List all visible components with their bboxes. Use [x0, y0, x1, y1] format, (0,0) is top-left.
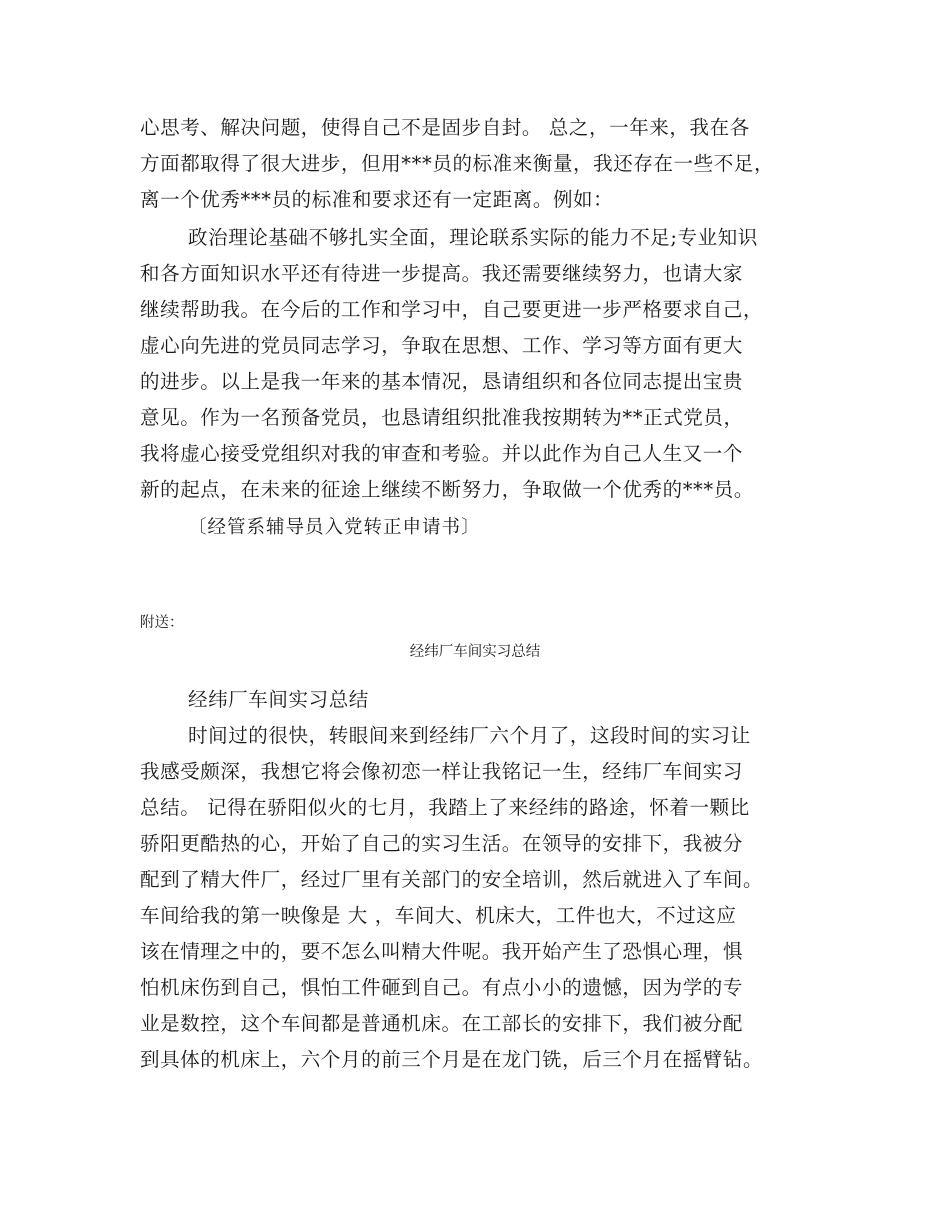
paragraph-line: 的进步。以上是我一年来的基本情况，恳请组织和各位同志提出宝贵 [140, 370, 744, 393]
article-heading: 经纬厂车间实习总结 [188, 688, 369, 711]
attachment-label: 附送： [140, 615, 184, 631]
paragraph-line: 怕机床伤到自己，惧怕工件砸到自己。有点小小的遗憾，因为学的专 [140, 976, 744, 999]
paragraph-line: 到具体的机床上，六个月的前三个月是在龙门铣，后三个月在摇臂钻。 [140, 1048, 764, 1071]
paragraph-line: 意见。作为一名预备党员，也恳请组织批准我按期转为**正式党员， [140, 406, 744, 429]
paragraph-line: 我将虚心接受党组织对我的审查和考验。并以此作为自己人生又一个 [140, 442, 744, 465]
source-note: 〔经管系辅导员入党转正申请书〕 [188, 517, 481, 538]
section-title: 经纬厂车间实习总结 [409, 644, 541, 660]
paragraph-line: 车间给我的第一映像是 大 ，车间大、机床大，工件也大，不过这应 [140, 904, 737, 927]
paragraph-line: 继续帮助我。在今后的工作和学习中，自己要更进一步严格要求自己， [140, 298, 764, 321]
paragraph-line: 配到了精大件厂，经过厂里有关部门的安全培训，然后就进入了车间。 [140, 868, 764, 891]
paragraph-line: 虚心向先进的党员同志学习，争取在思想、工作、学习等方面有更大 [140, 334, 744, 357]
paragraph-line: 心思考、解决问题，使得自己不是固步自封。 总之，一年来，我在各 [140, 116, 750, 139]
paragraph-line: 业是数控，这个车间都是普通机床。在工部长的安排下，我们被分配 [140, 1012, 744, 1035]
paragraph-line: 方面都取得了很大进步，但用***员的标准来衡量，我还存在一些不足， [140, 152, 775, 175]
paragraph-line: 我感受颇深，我想它将会像初恋一样让我铭记一生，经纬厂车间实习 [140, 760, 744, 783]
paragraph-line: 离一个优秀***员的标准和要求还有一定距离。例如： [140, 188, 614, 211]
paragraph-line: 和各方面知识水平还有待进一步提高。我还需要继续努力，也请大家 [140, 262, 744, 285]
paragraph-line: 政治理论基础不够扎实全面，理论联系实际的能力不足;专业知识 [188, 226, 758, 249]
paragraph-line: 新的起点，在未来的征途上继续不断努力，争取做一个优秀的***员。 [140, 478, 754, 501]
paragraph-line: 骄阳更酷热的心，开始了自己的实习生活。在领导的安排下，我被分 [140, 832, 744, 855]
paragraph-line: 时间过的很快，转眼间来到经纬厂六个月了，这段时间的实习让 [188, 724, 751, 747]
paragraph-line: 该在情理之中的，要不怎么叫精大件呢。我开始产生了恐惧心理，惧 [140, 940, 744, 963]
paragraph-line: 总结。 记得在骄阳似火的七月，我踏上了来经纬的路途，怀着一颗比 [140, 796, 750, 819]
